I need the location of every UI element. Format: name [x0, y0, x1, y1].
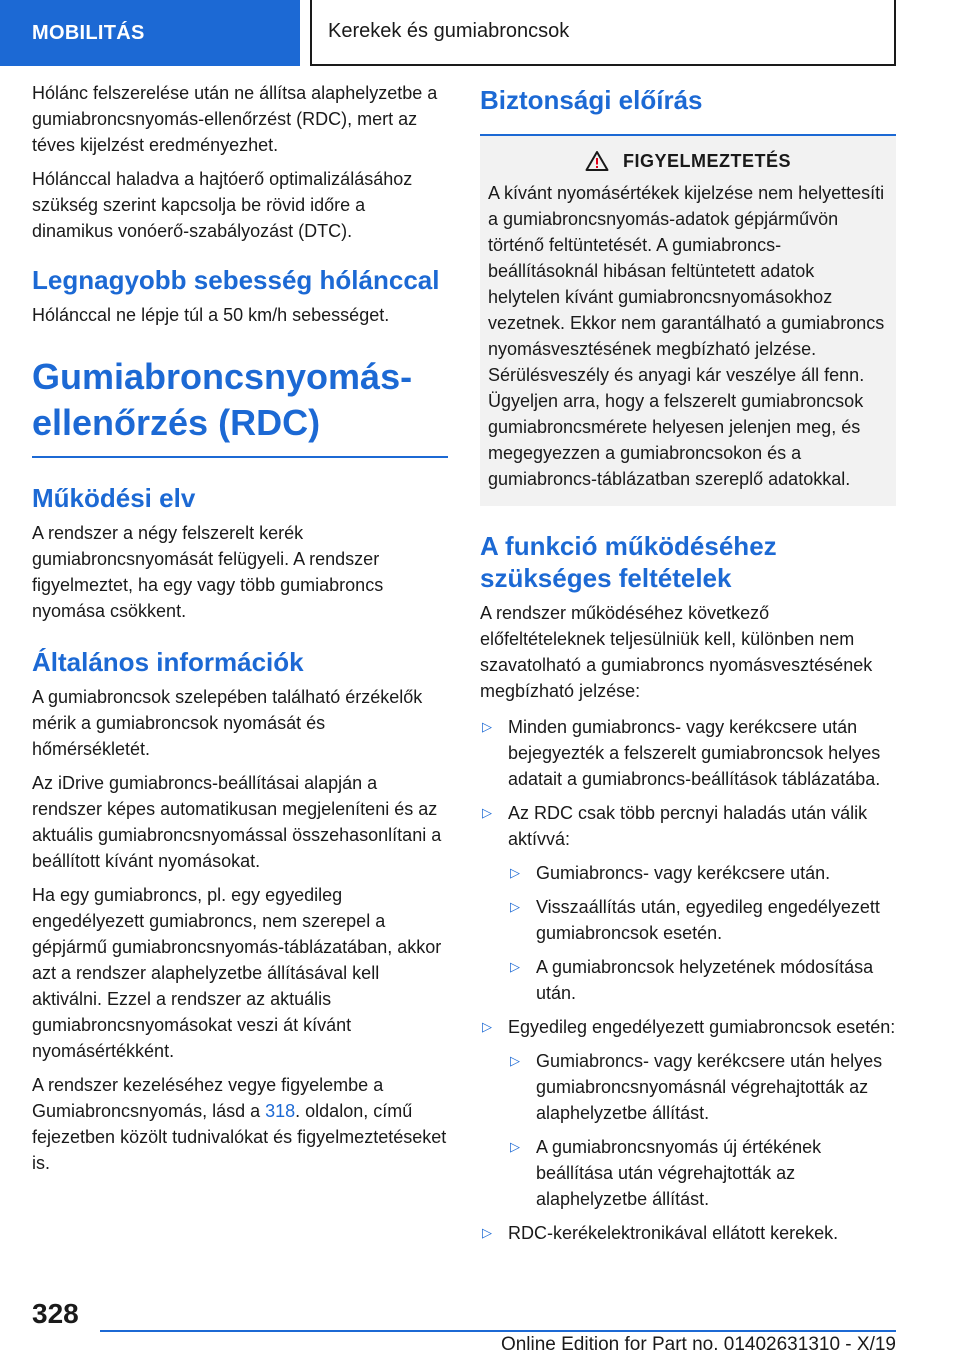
- right-column: [480, 80, 896, 1254]
- sub-list-item-text: Gumiabroncs- vagy kerékcsere után.: [536, 863, 831, 883]
- sub-list: [508, 860, 896, 1006]
- page-reference-link[interactable]: 318: [265, 1101, 296, 1121]
- bullet-triangle-icon: ▷: [510, 1139, 520, 1154]
- bullet-triangle-icon: ▷: [482, 1225, 492, 1240]
- list-item: [480, 714, 896, 792]
- reference-paragraph: [32, 1072, 448, 1176]
- list-item: [480, 800, 896, 1006]
- general-heading: Általános információk: [32, 647, 304, 677]
- sub-list-item-text: A gumiabroncsok helyzetének módosítása után.: [536, 957, 874, 1003]
- sub-list-item: [508, 1134, 896, 1212]
- chapter-title: Kerekek és gumiabroncsok: [310, 0, 896, 66]
- warning-triangle-icon: [585, 150, 609, 172]
- sub-list-item-text: A gumiabroncsnyomás új értékének beállítása után végrehajtották az alaphelyzetbe állítást.: [536, 1137, 822, 1209]
- warning-header: [488, 150, 888, 172]
- general-paragraph-1: A gumiabroncsok szelepében található érzékelők mérik a gumiabroncsok nyomását és hőmérsékletét.: [32, 687, 423, 759]
- conditions-text: A rendszer működéséhez következő előfeltételeknek teljesülniük kell, különben nem szavatolható a gumiabroncs nyomásvesztésének megbízható jelzése:: [480, 603, 873, 701]
- principle-heading: Működési elv: [32, 483, 196, 513]
- list-item: [480, 1220, 896, 1246]
- page-number: 328: [32, 1298, 79, 1329]
- reference-text-before: A rendszer kezeléséhez vegye figyelembe a Gumiabroncsnyomás, lásd a: [32, 1075, 384, 1121]
- intro-paragraph-1: Hólánc felszerelése után ne állítsa alaphelyzetbe a gumiabroncsnyomás-ellenőrzést (RDC), mert az téves kijelzést eredményezhet.: [32, 83, 438, 155]
- edition-text: Online Edition for Part no. 01402631310 - X/19: [500, 1334, 896, 1355]
- sub-list-item: [508, 894, 896, 946]
- page-header: [0, 0, 960, 66]
- sub-list: [508, 1048, 896, 1212]
- conditions-heading: A funkció működéséhez szükséges feltételek: [480, 531, 777, 593]
- sub-list-item-text: Gumiabroncs- vagy kerékcsere után helyes gumiabroncsnyomásnál végrehajtották az alaphelyzetbe állítást.: [536, 1051, 883, 1123]
- warning-text: A kívánt nyomásértékek kijelzése nem helyettesíti a gumiabroncsnyomás-adatok gépjárművön történő feltüntetését. A gumiabroncs-beállításoknál hibásan feltüntetett adatok helytelen kívánt gumiabroncsnyomásokhoz vezetnek. Ekkor nem garantálható a gumiabroncs nyomásvesztésének megbízható jelzése. Sérülésveszély és anyagi kár veszélye áll fenn. Ügyeljen arra, hogy a felszerelt gumiabroncsok gumiabroncsmérete helyesen jelenjen meg, és megegyezzen a gumiabroncsokon és a gumiabroncs-táblázatban szereplő adatokkal.: [488, 183, 885, 489]
- warning-title: FIGYELMEZTETÉS: [622, 150, 791, 171]
- reference-text-after: . oldalon, című fejezetben közölt tudnivalókat és figyelmeztetéseket is.: [32, 1101, 447, 1173]
- list-item-text: RDC-kerékelektronikával ellátott kerekek.: [508, 1223, 839, 1243]
- bullet-triangle-icon: ▷: [510, 959, 520, 974]
- list-item-text: Minden gumiabroncs- vagy kerékcsere után bejegyezték a felszerelt gumiabroncsok helyes adatait a gumiabroncs-beállítások táblázatába.: [508, 717, 881, 789]
- heading-rule: [32, 456, 448, 458]
- bullet-triangle-icon: ▷: [510, 1053, 520, 1068]
- sub-list-item: [508, 860, 896, 886]
- section-tab: MOBILITÁS: [0, 0, 300, 66]
- warning-box: [480, 136, 896, 506]
- list-item: [480, 1014, 896, 1212]
- left-column: [32, 80, 448, 1184]
- principle-text: A rendszer a négy felszerelt kerék gumiabroncsnyomását felügyeli. A rendszer figyelmeztet, ha egy vagy több gumiabroncs nyomása csökkent.: [32, 523, 384, 621]
- bullet-triangle-icon: ▷: [482, 1019, 492, 1034]
- bullet-triangle-icon: ▷: [482, 719, 492, 734]
- safety-heading: Biztonsági előírás: [480, 85, 703, 115]
- general-paragraph-3: Ha egy gumiabroncs, pl. egy egyedileg engedélyezett gumiabroncs, nem szerepel a gépjármű gumiabroncsnyomás-táblázatában, akkor azt a rendszer alaphelyzetbe állításával kell aktiválni. Ezzel a rendszer az aktuális gumiabroncsnyomásokat veszi át kívánt nyomásértékként.: [32, 885, 442, 1061]
- sub-list-item: [508, 954, 896, 1006]
- sub-list-item: [508, 1048, 896, 1126]
- list-item-text: Az RDC csak több percnyi haladás után válik aktívvá:: [508, 803, 868, 849]
- bullet-triangle-icon: ▷: [510, 865, 520, 880]
- bullet-triangle-icon: ▷: [482, 805, 492, 820]
- conditions-list: [480, 714, 896, 1246]
- speed-text: Hólánccal ne lépje túl a 50 km/h sebességet.: [32, 305, 390, 325]
- main-heading: Gumiabroncsnyomás-ellenőrzés (RDC): [32, 356, 413, 443]
- sub-list-item-text: Visszaállítás után, egyedileg engedélyezett gumiabroncsok esetén.: [536, 897, 880, 943]
- list-item-text: Egyedileg engedélyezett gumiabroncsok esetén:: [508, 1017, 896, 1037]
- intro-paragraph-2: Hólánccal haladva a hajtóerő optimalizálásához szükség szerint kapcsolja be rövid időre a dinamikus vonóerő-szabályozást (DTC).: [32, 169, 413, 241]
- bullet-triangle-icon: ▷: [510, 899, 520, 914]
- general-paragraph-2: Az iDrive gumiabroncs-beállításai alapján a rendszer képes automatikusan megjeleníteni és az aktuális gumiabroncsnyomással összehasonlítani a beállított kívánt nyomásokat.: [32, 773, 442, 871]
- speed-heading: Legnagyobb sebesség hólánccal: [32, 265, 440, 295]
- footer-rule: [100, 1330, 896, 1332]
